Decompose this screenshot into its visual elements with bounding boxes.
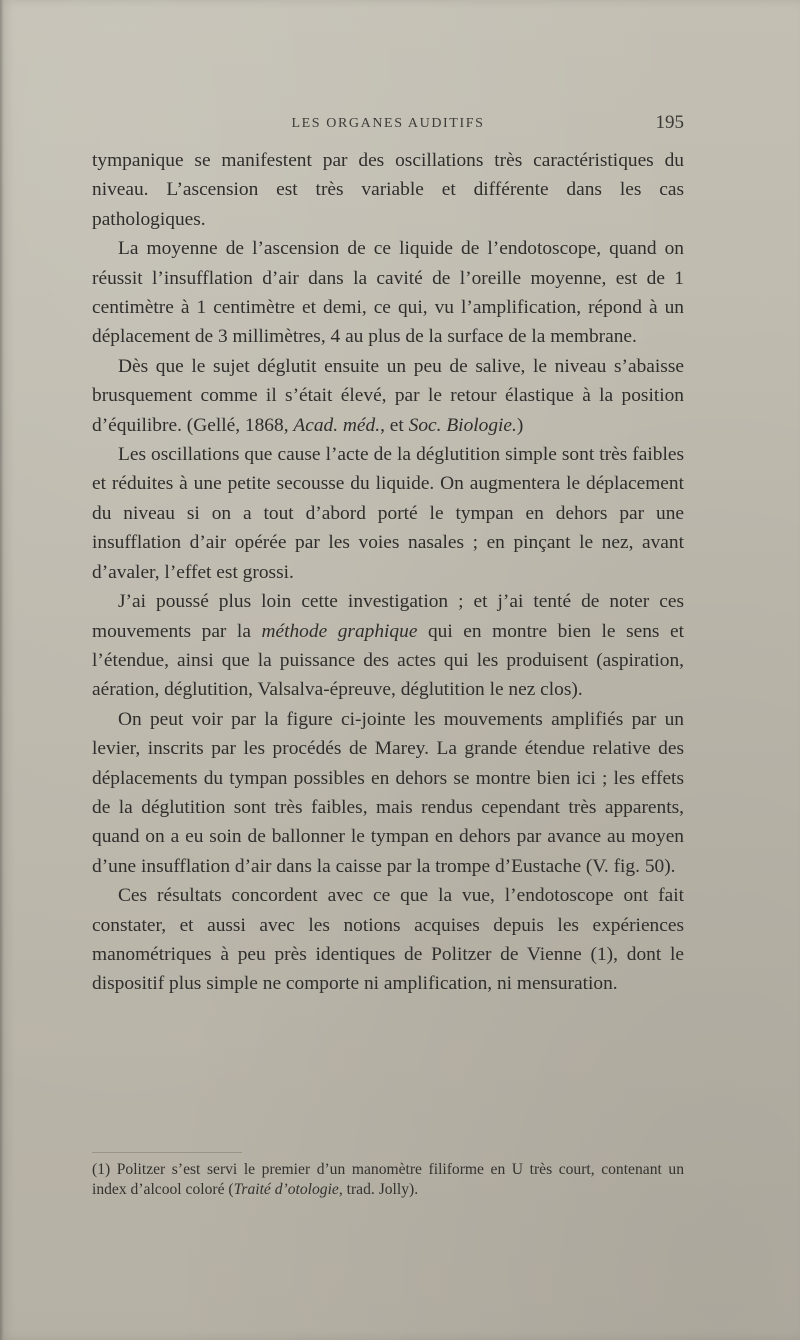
paragraph-3-text-a: Dès que le sujet déglutit ensuite un peu de salive, le niveau s’abaisse brusquement comme il s’était élevé, par le retour élastique à la position d’équilibre. (Gellé, 1868, — [92, 355, 684, 436]
paragraph-6: On peut voir par la figure ci-jointe les mouvements amplifiés par un levier, inscrits par les procédés de Marey. La grande étendue relative des déplacements du tympan possibles en dehors se montre bien ici ; les effets de la déglutition sont très faibles, mais rendus cependant très apparents, quand on a eu soin de ballonner le tympan en dehors par avance au moyen d’une insufflation d’air dans la caisse par la trompe d’Eustache (V. fig. 50). — [92, 708, 684, 877]
running-head: LES ORGANES AUDITIFS — [291, 116, 485, 131]
paragraph-4: Les oscillations que cause l’acte de la déglutition simple sont très faibles et réduites à une petite secousse du liquide. On augmentera le déplacement du niveau si on a tout d’abord porté le tympan en dehors par une insufflation d’air opérée par les voies nasales ; en pinçant le nez, avant d’avaler, l’effet est grossi. — [92, 444, 684, 583]
body-text — [92, 146, 684, 999]
citation-traite-otologie: Traité d’otologie — [233, 1180, 339, 1198]
paragraph-1: tympanique se manifestent par des oscillations très caractéristiques du niveau. L’ascension est très variable et différente dans les cas pathologiques. — [92, 150, 684, 230]
paragraph-5 — [92, 587, 684, 705]
citation-acad-med: Acad. méd. — [293, 414, 381, 436]
term-methode-graphique: méthode graphique — [261, 620, 418, 642]
paragraph-3-text-c: ) — [516, 414, 524, 436]
paragraph-3-text-b: , et — [380, 414, 409, 436]
paragraph-5-text-b: qui en montre bien le sens et l’étendue, ainsi que la puissance des actes qui les produisent (aspiration, aération, déglutition, Valsalva-épreuve, déglutition le nez clos). — [92, 620, 685, 701]
paragraph-2: La moyenne de l’ascension de ce liquide de l’endotoscope, quand on réussit l’insufflation d’air dans la cavité de l’oreille moyenne, est de 1 centimètre à 1 centimètre et demi, ce qui, vu l’amplification, répond à un déplacement de 3 millimètres, 4 au plus de la surface de la membrane. — [92, 238, 684, 348]
paragraph-7: Ces résultats concordent avec ce que la vue, l’endotoscope ont fait constater, et aussi avec les notions acquises depuis les expériences manométriques à peu près identiques de Politzer de Vienne (1), dont le dispositif plus simple ne comporte ni amplification, ni mensuration. — [92, 885, 684, 995]
footnote-text-a: (1) Politzer s’est servi le premier d’un manomètre filiforme en U très court, contenant un index d’alcool coloré ( — [92, 1161, 684, 1198]
footnote-divider — [92, 1152, 242, 1153]
paragraph-5-text-a: J’ai poussé plus loin cette investigation ; et j’ai tenté de noter ces mouvements par la — [92, 591, 684, 642]
page-number: 195 — [655, 112, 684, 133]
page-header — [92, 112, 684, 138]
footnote-text — [92, 1160, 684, 1199]
citation-soc-biologie: Soc. Biologie. — [408, 414, 517, 436]
footnote-text-b: , trad. Jolly). — [338, 1180, 419, 1198]
footnote — [92, 1160, 684, 1199]
paragraph-3 — [92, 352, 684, 440]
